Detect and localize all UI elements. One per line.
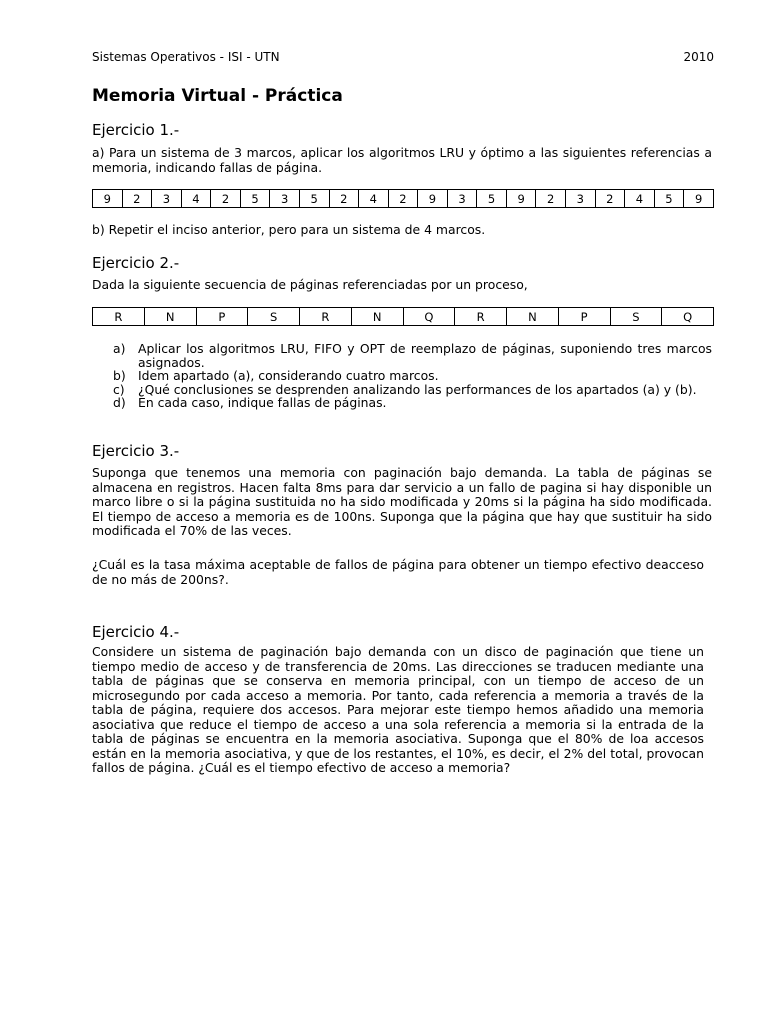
ejercicio-1-statement-b: b) Repetir el inciso anterior, pero para un sistema de 4 marcos.: [92, 222, 486, 237]
reference-cell: N: [507, 308, 559, 326]
ejercicio-4-heading: Ejercicio 4.-: [92, 623, 180, 641]
ejercicio-1-reference-table: [92, 189, 714, 208]
list-item: [92, 369, 712, 383]
reference-cell: 5: [654, 190, 684, 208]
reference-cell: 9: [93, 190, 123, 208]
reference-cell: 2: [595, 190, 625, 208]
ejercicio-2-heading: Ejercicio 2.-: [92, 254, 180, 272]
reference-cell: 5: [299, 190, 329, 208]
reference-cell: 3: [270, 190, 300, 208]
ejercicio-1-statement-a: a) Para un sistema de 3 marcos, aplicar los algoritmos LRU y óptimo a las siguientes referencias a memoria, indicando fallas de página.: [92, 145, 712, 175]
ejercicio-1-heading: Ejercicio 1.-: [92, 121, 180, 139]
ejercicio-2-items: [92, 342, 712, 410]
ejercicio-3-heading: Ejercicio 3.-: [92, 442, 180, 460]
reference-cell: 2: [536, 190, 566, 208]
reference-cell: 9: [418, 190, 448, 208]
header-course: Sistemas Operativos - ISI - UTN: [92, 50, 280, 64]
reference-cell: 9: [506, 190, 536, 208]
item-text: Aplicar los algoritmos LRU, FIFO y OPT de reemplazo de páginas, suponiendo tres marcos asignados.: [138, 341, 712, 370]
reference-cell: 3: [152, 190, 182, 208]
ejercicio-3-question: ¿Cuál es la tasa máxima aceptable de fallos de página para obtener un tiempo efectivo deacceso de no más de 200ns?.: [92, 557, 704, 587]
list-item: [92, 383, 712, 397]
reference-cell: R: [300, 308, 352, 326]
reference-cell: P: [196, 308, 248, 326]
reference-row: [93, 190, 714, 208]
page-title: Memoria Virtual - Práctica: [92, 86, 343, 106]
reference-cell: R: [93, 308, 145, 326]
reference-cell: 3: [566, 190, 596, 208]
item-text: ¿Qué conclusiones se desprenden analizando las performances de los apartados (a) y (b).: [138, 381, 697, 397]
reference-cell: 5: [477, 190, 507, 208]
reference-cell: N: [351, 308, 403, 326]
reference-cell: 5: [240, 190, 270, 208]
page-header: [92, 50, 714, 64]
item-marker: c): [113, 381, 125, 397]
item-text: En cada caso, indique fallas de páginas.: [138, 395, 387, 411]
ejercicio-4-paragraph: Considere un sistema de paginación bajo demanda con un disco de paginación que tiene un tiempo medio de acceso y de transferencia de 20ms. Las direcciones se traducen mediante una tabla de páginas que se conserva en memoria principal, con un tiempo de acceso de un microsegundo por cada acceso a memoria. Por tanto, cada referencia a memoria a través de la tabla de página, requiere dos accesos. Para mejorar este tiempo hemos añadido una memoria asociativa que reduce el tiempo de acceso a una sola referencia a memoria si la entrada de la tabla de páginas se encuentra en la memoria asociativa. Suponga que el 80% de loa accesos están en la memoria asociativa, y que de los restantes, el 10%, es decir, el 2% del total, provocan fallos de página. ¿Cuál es el tiempo efectivo de acceso a memoria?: [92, 644, 704, 775]
list-item: [92, 342, 712, 369]
reference-cell: P: [558, 308, 610, 326]
reference-cell: 2: [122, 190, 152, 208]
item-text: Idem apartado (a), considerando cuatro marcos.: [138, 368, 439, 384]
reference-cell: 4: [625, 190, 655, 208]
item-marker: b): [113, 368, 126, 384]
ejercicio-2-intro: Dada la siguiente secuencia de páginas referenciadas por un proceso,: [92, 277, 528, 292]
reference-cell: R: [455, 308, 507, 326]
reference-row: [93, 308, 714, 326]
list-item: [92, 396, 712, 410]
ejercicio-2-reference-table: [92, 307, 714, 326]
reference-cell: 2: [329, 190, 359, 208]
reference-cell: Q: [662, 308, 714, 326]
reference-cell: 4: [359, 190, 389, 208]
reference-cell: 4: [181, 190, 211, 208]
reference-cell: S: [610, 308, 662, 326]
reference-cell: N: [144, 308, 196, 326]
reference-cell: Q: [403, 308, 455, 326]
reference-cell: S: [248, 308, 300, 326]
header-year: 2010: [683, 50, 714, 64]
item-marker: d): [113, 395, 126, 411]
document-page: [92, 0, 714, 1024]
ejercicio-3-paragraph: Suponga que tenemos una memoria con paginación bajo demanda. La tabla de páginas se almacena en registros. Hacen falta 8ms para dar servicio a un fallo de pagina si hay disponible un marco libre o si la página sustituida no ha sido modificada y 20ms si la página ha sido modificada. El tiempo de acceso a memoria es de 100ns. Suponga que la página que hay que sustituir ha sido modificada el 70% de las veces.: [92, 465, 712, 538]
reference-cell: 2: [211, 190, 241, 208]
reference-cell: 9: [684, 190, 714, 208]
reference-cell: 2: [388, 190, 418, 208]
item-marker: a): [113, 341, 126, 356]
reference-cell: 3: [447, 190, 477, 208]
